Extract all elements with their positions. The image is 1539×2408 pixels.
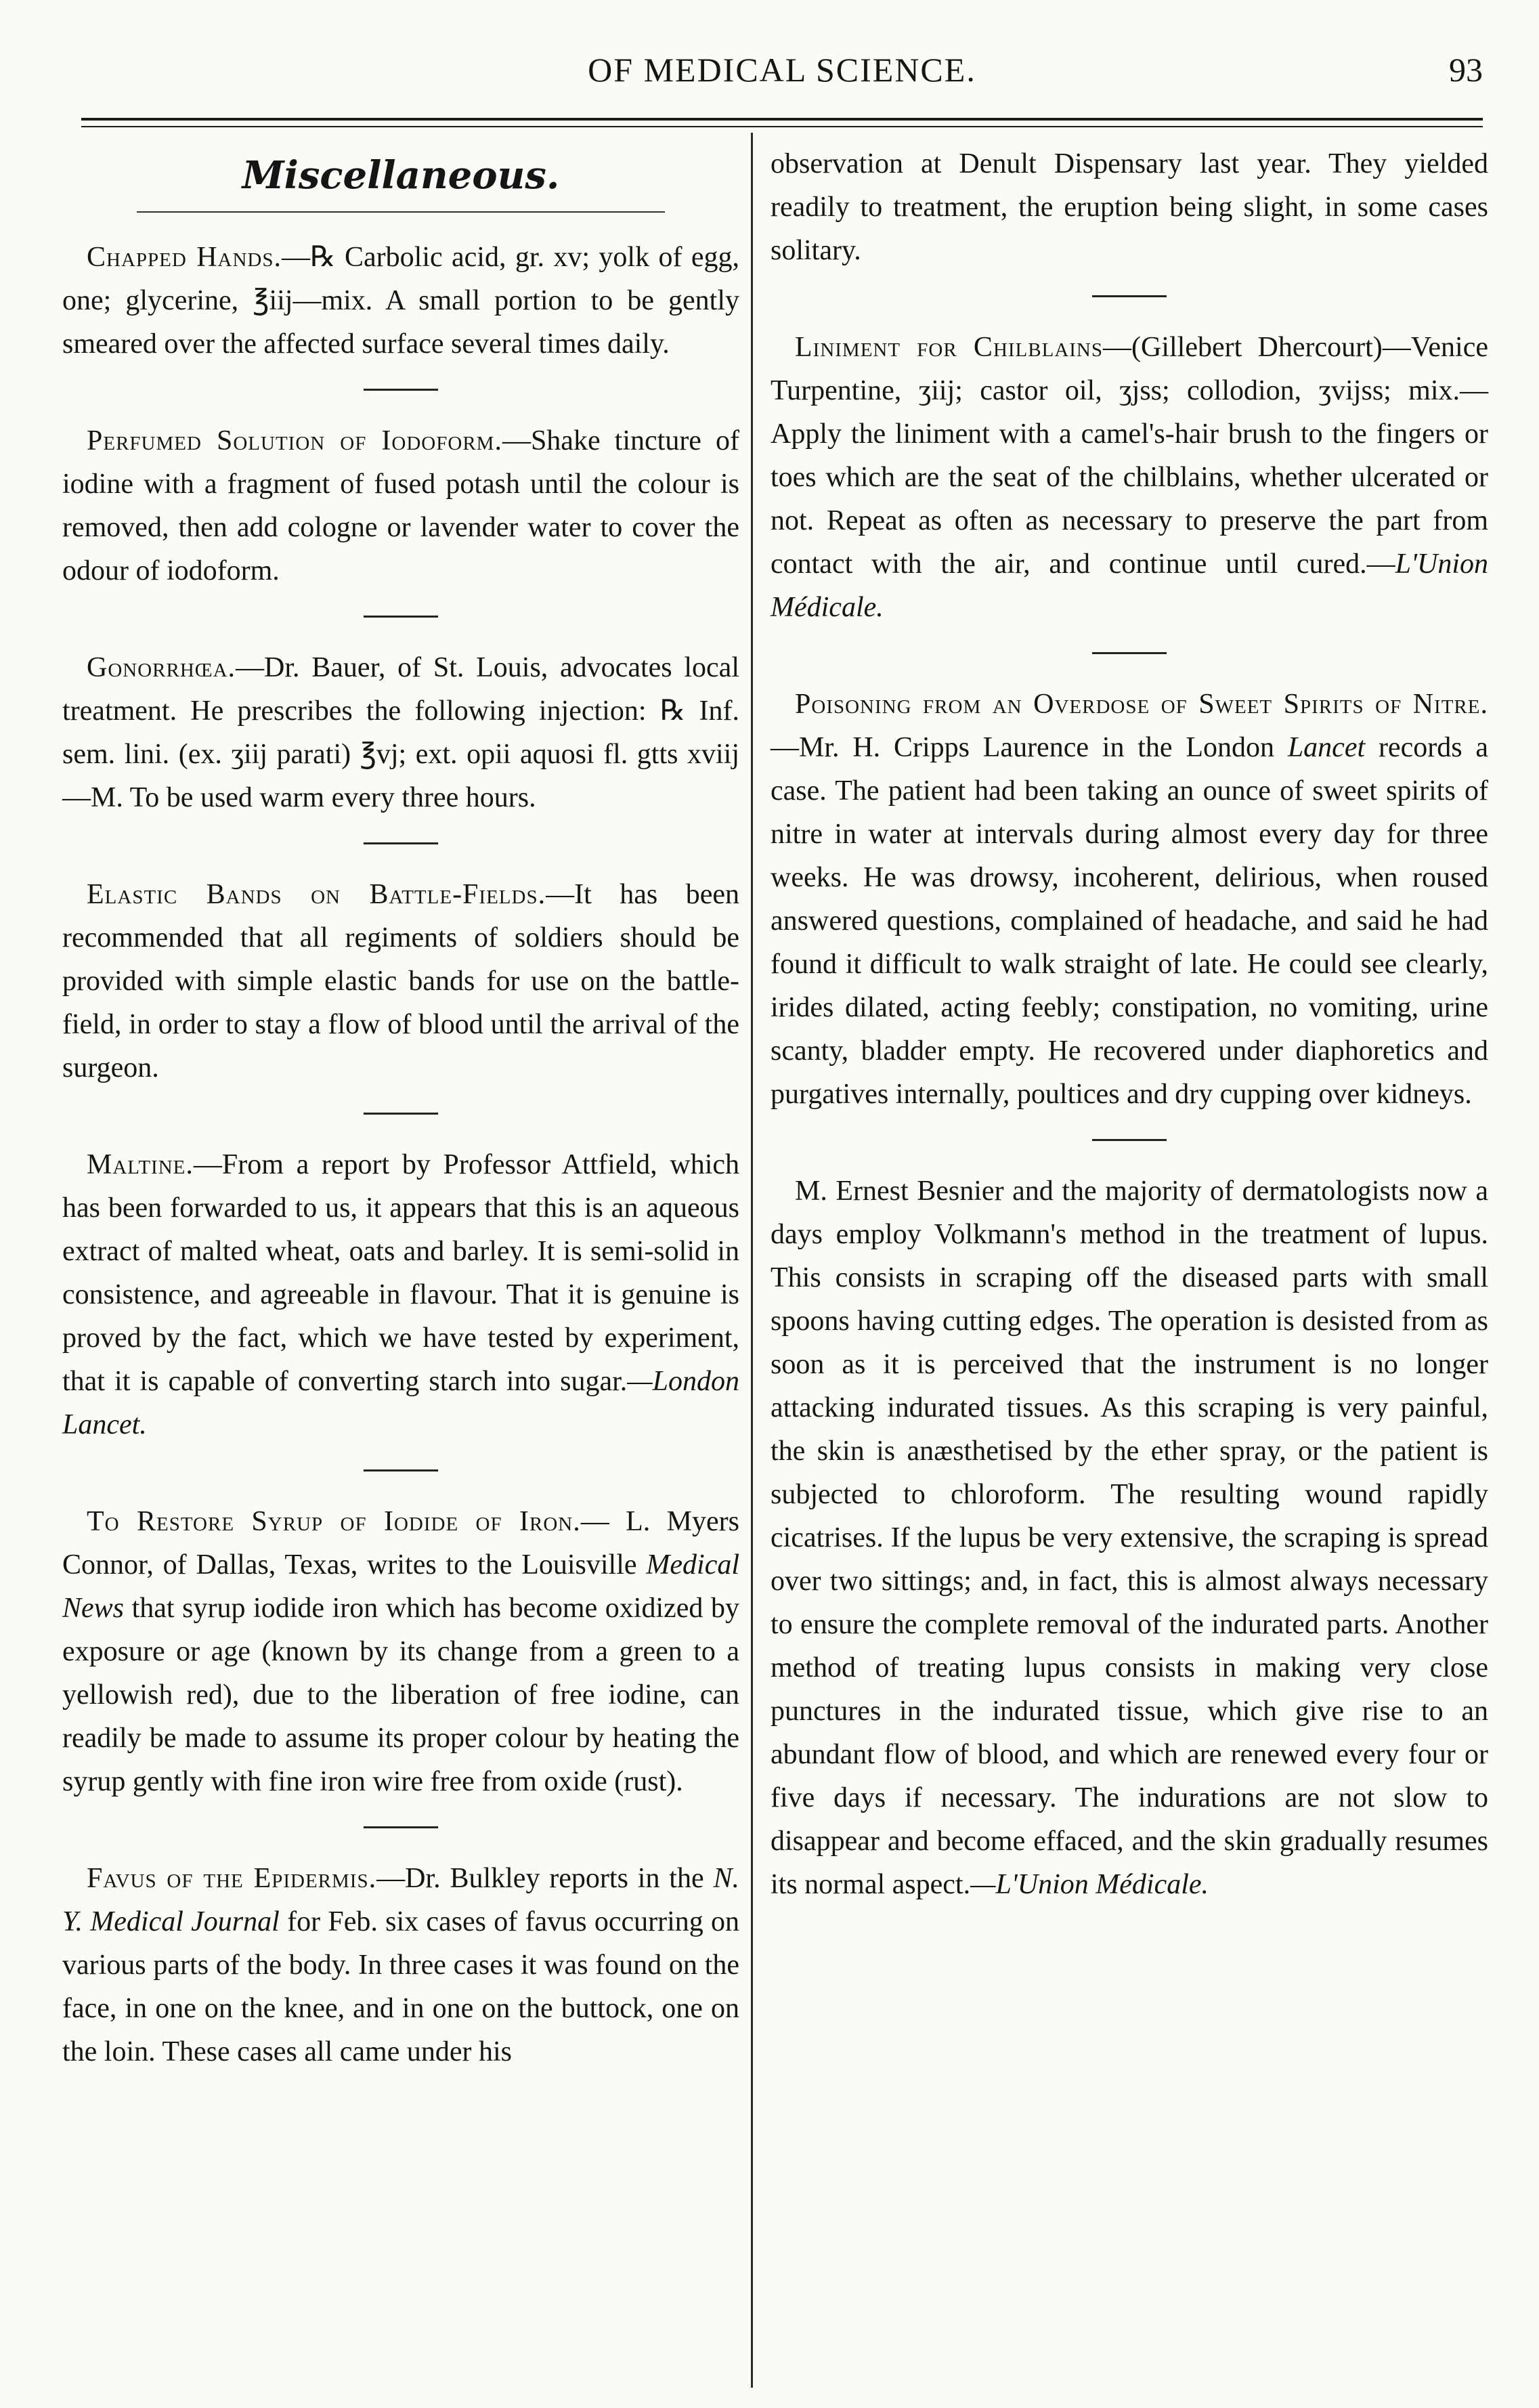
separator [364,389,438,391]
header-rule-thin [81,126,1483,127]
article-source: —London Lancet. [62,1366,739,1440]
journal-name: N. Y. Medical Journal [62,1863,739,1937]
separator [364,842,438,844]
journal-name: Medical News [62,1549,739,1624]
article-iodoform [62,419,739,593]
article-title: Chapped Hands. [87,242,282,273]
page-number: 93 [1449,51,1483,89]
column-divider [751,133,753,2388]
article-source: —L'Union Médicale. [970,1869,1209,1900]
article-text: —Dr. Bauer, of St. Louis, advocates local treatment. He prescribes the following injection: ℞ Inf. sem. lini. (ex. ʒiij parati) ℥vj; ext. opii aquosi fl. gtts xviij—M. To be used warm every three hours. [62,652,739,813]
article-favus-continued: observation at Denult Dispensary last year. They yielded readily to treatment, the eruption being slight, in some cases solitary. [771,148,1488,266]
article-text: —It has been recommended that all regiments of soldiers should be provided with simple elastic bands for use on the battle-field, in order to stay a flow of blood until the arrival of the surgeon. [62,879,739,1083]
running-header [81,50,1483,111]
running-title: OF MEDICAL SCIENCE. [588,51,976,89]
article-gonorrhoea [62,646,739,819]
article-source: L'Union Médicale. [771,549,1488,623]
separator [1092,652,1167,654]
article-text: records a case. The patient had been taking an ounce of sweet spirits of nitre in water at intervals during almost every day for three weeks. He was drowsy, incoherent, delirious, when roused answered questions, complained of headache, and said he had found it difficult to walk straight of late. He could see clearly, irides dilated, acting feebly; constipation, no vomiting, urine scanty, bladder empty. He recovered under diaphoretics and purgatives internally, poultices and dry cupping over kidneys. [771,732,1488,1110]
article-chilblains [771,326,1488,629]
article-text: —From a report by Professor Attfield, which has been forwarded to us, it appears that this is an aqueous extract of malted wheat, oats and barley. It is semi-solid in consistence, and agreeable in flavour. That it is genuine is proved by the fact, which we have tested by experiment, that it is capable of converting starch into sugar. [62,1149,739,1397]
separator [364,1113,438,1115]
separator [1092,295,1167,297]
right-column [771,142,1488,1916]
separator [1092,1139,1167,1141]
article-title: Elastic Bands on Battle-Fields. [87,879,546,910]
left-column [62,142,739,2083]
article-elastic-bands [62,873,739,1090]
article-chapped-hands [62,236,739,366]
separator [364,616,438,618]
article-text: — L. Myers Connor, of Dallas, Texas, writes to the Louisville [62,1506,739,1581]
article-text: —(Gillebert Dhercourt)—Venice Turpentine, ʒiij; castor oil, ʒjss; collodion, ʒvijss; mix.—Apply the liniment with a camel's-hair brush to the fingers or toes which are the seat of the chilblains, whether ulcerated or not. Repeat as often as necessary to preserve the part from contact with the air, and continue until cured.— [771,332,1488,580]
article-title: Gonorrhœa. [87,652,236,683]
section-heading: Miscellaneous. [242,153,560,198]
article-text: for Feb. six cases of favus occurring on various parts of the body. In three cases it was found on the face, in one on the knee, and in one on the buttock, one on the loin. These cases all came under his [62,1906,740,2067]
journal-name: Lancet [1287,732,1366,763]
separator [364,1826,438,1828]
article-maltine [62,1143,739,1446]
article-title: To Restore Syrup of Iodide of Iron. [87,1506,581,1537]
article-text: —Dr. Bulkley reports in the [376,1863,714,1894]
article-title: Perfumed Solution of Iodoform. [87,425,502,456]
article-sweet-spirits [771,683,1488,1116]
article-text: —Shake tincture of iodine with a fragment of fused potash until the colour is removed, then add cologne or lavender water to cover the odour of iodoform. [62,425,740,586]
article-text: —℞ Carbolic acid, gr. xv; yolk of egg, one; glycerine, ℥iij—mix. A small portion to be gently smeared over the affected surface several times daily. [62,242,739,360]
article-favus [62,1857,739,2073]
article-text: M. Ernest Besnier and the majority of dermatologists now a days employ Volkmann's method in the treatment of lupus. This consists in scraping off the diseased parts with small spoons having cutting edges. The operation is desisted from as soon as it is perceived that the instrument is no longer attacking indurated tissues. As this scraping is very painful, the skin is anæsthetised by the ether spray, or the patient is subjected to chloroform. The resulting wound rapidly cicatrises. If the lupus be very extensive, the scraping is spread over two sittings; and, in fact, this is almost always necessary to ensure the complete removal of the indurated parts. Another method of treating lupus consists in making very close punctures in the indurated tissue, which give rise to an abundant flow of blood, and which are renewed every four or five days if necessary. The indurations are not slow to disappear and become effaced, and the skin gradually resumes its normal aspect. [771,1176,1488,1900]
article-syrup-iodide [62,1500,739,1803]
article-text: —Mr. H. Cripps Laurence in the London [771,732,1288,763]
heading-rule [137,211,665,213]
article-lupus [771,1169,1488,1906]
header-rule-thick [81,118,1483,121]
article-title: Liniment for Chilblains [795,332,1103,363]
article-title: Poisoning from an Overdose of Sweet Spirits of Nitre. [795,689,1488,720]
article-title: Favus of the Epidermis. [87,1863,377,1894]
article-text: that syrup iodide iron which has become oxidized by exposure or age (known by its change from a green to a yellowish red), due to the liberation of free iodine, can readily be made to assume its proper colour by heating the syrup gently with fine iron wire free from oxide (rust). [62,1593,739,1797]
separator [364,1469,438,1471]
article-title: Maltine. [87,1149,194,1180]
